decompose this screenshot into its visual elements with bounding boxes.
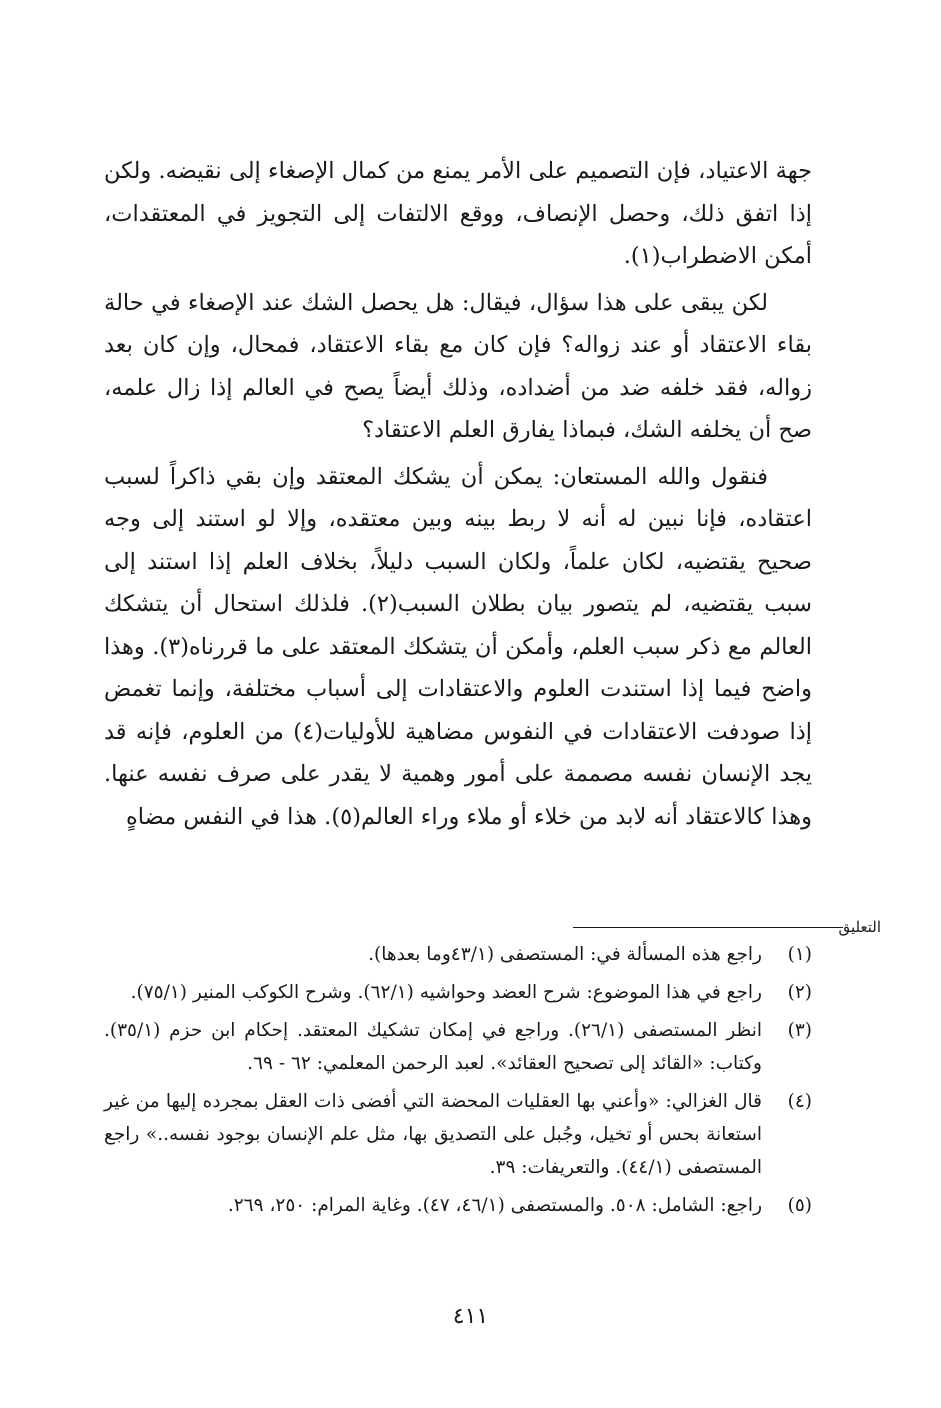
footnote-rule xyxy=(573,927,843,928)
footnote-number: (٢) xyxy=(787,982,812,1003)
footnote-text: راجع في هذا الموضوع: شرح العضد وحواشيه (٦٢/١). وشرح الكوكب المنير (٧٥/١). xyxy=(130,982,762,1003)
footnote-text: راجع: الشامل: ٥٠٨. والمستصفى (٤٦/١، ٤٧). وغاية المرام: ٢٥٠، ٢٦٩. xyxy=(227,1195,762,1216)
footnote-item xyxy=(104,938,812,971)
main-text xyxy=(104,150,812,838)
footnote-number: (١) xyxy=(787,944,812,965)
footnote-number: (٣) xyxy=(787,1020,812,1041)
paragraph-2: لكن يبقى على هذا سؤال، فيقال: هل يحصل الشك عند الإصغاء في حالة بقاء الاعتقاد أو عند زواله؟ فإن كان مع بقاء الاعتقاد، فمحال، وإن كان بعد زواله، فقد خلفه ضد من أضداده، وذلك أيضاً يصح في العالم إذا زال علمه، صح أن يخلفه الشك، فبماذا يفارق العلم الاعتقاد؟ xyxy=(104,289,812,443)
footnote-number: (٥) xyxy=(787,1195,812,1216)
page-number: ٤١١ xyxy=(452,1304,489,1329)
footnote-label: التعليق xyxy=(838,918,881,936)
paragraph-1: جهة الاعتياد، فإن التصميم على الأمر يمنع من كمال الإصغاء إلى نقيضه. ولكن إذا اتفق ذلك، وحصل الإنصاف، ووقع الالتفات إلى التجويز في المعتقدات، أمكن الاضطراب(١). xyxy=(104,158,812,269)
footnote-text: راجع هذه المسألة في: المستصفى (٤٣/١وما بعدها). xyxy=(368,944,762,965)
footnote-number: (٤) xyxy=(787,1091,812,1112)
footnote-text: قال الغزالي: «وأعني بها العقليات المحضة التي أفضى ذات العقل بمجرده إليها من غير استعانة بحس أو تخيل، وجُبل على التصديق بها، مثل علم الإنسان بوجود نفسه..» راجع المستصفى (٤٤/١). والتعريفات: ٣٩. xyxy=(104,1091,762,1178)
footnote-divider xyxy=(0,917,941,937)
footnotes xyxy=(104,938,812,1227)
footnote-item xyxy=(104,1014,812,1080)
footnote-item xyxy=(104,1085,812,1184)
paragraph-3: فنقول والله المستعان: يمكن أن يشكك المعتقد وإن بقي ذاكراً لسبب اعتقاده، فإنا نبين له أنه لا ربط بينه وبين معتقده، وإلا لو استند إلى وجه صحيح يقتضيه، لكان علماً، ولكان السبب دليلاً، بخلاف العلم إذا استند إلى سبب يقتضيه، لم يتصور بيان بطلان السبب(٢). فلذلك استحال أن يتشكك العالم مع ذكر سبب العلم، وأمكن أن يتشكك المعتقد على ما قررناه(٣). وهذا واضح فيما إذا استندت العلوم والاعتقادات إلى أسباب مختلفة، وإنما تغمض إذا صودفت الاعتقادات في النفوس مضاهية للأوليات(٤) من العلوم، فإنه قد يجد الإنسان نفسه مصممة على أمور وهمية لا يقدر على صرف نفسه عنها. وهذا كالاعتقاد أنه لابد من خلاء أو ملاء وراء العالم(٥). هذا في النفس مضاهٍ xyxy=(104,463,813,830)
footnote-text: انظر المستصفى (٢٦/١). وراجع في إمكان تشكيك المعتقد. إحكام ابن حزم (٣٥/١). وكتاب: «القائد إلى تصحيح العقائد». لعبد الرحمن المعلمي: ٦٢ - ٦٩. xyxy=(104,1020,763,1074)
footnote-item xyxy=(104,1189,812,1222)
footnote-item xyxy=(104,976,812,1009)
